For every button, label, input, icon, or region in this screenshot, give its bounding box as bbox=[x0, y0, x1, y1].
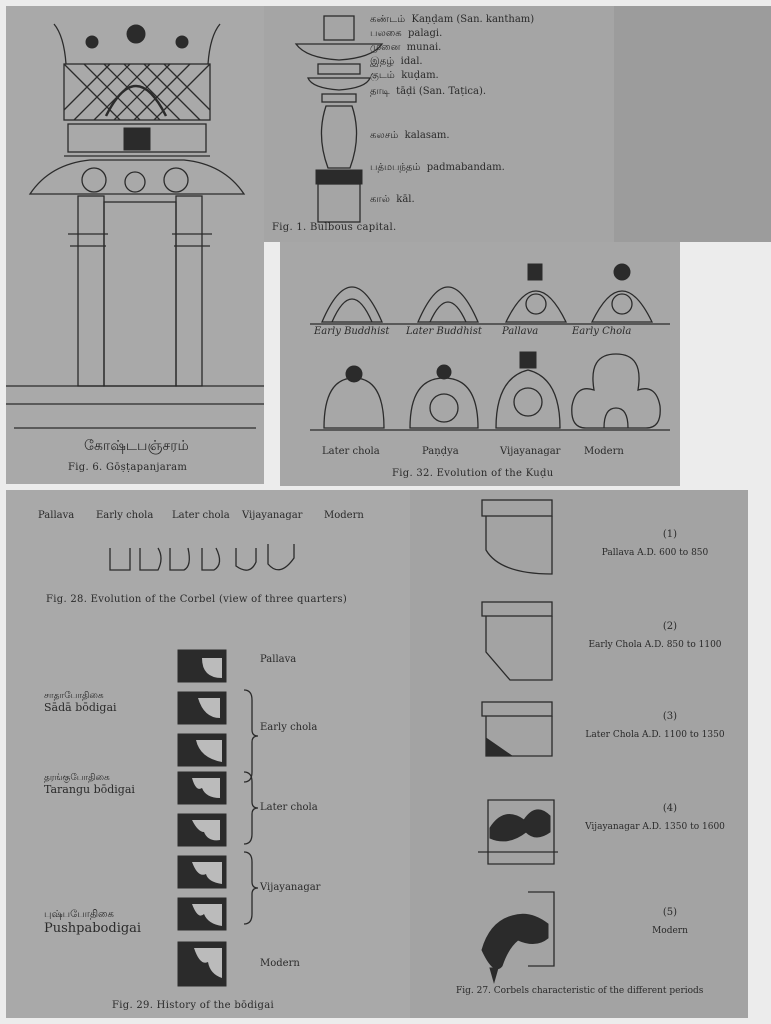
fig27-item-text: Early Chola A.D. 850 to 1100 bbox=[588, 640, 722, 650]
fig27-item-4 bbox=[585, 800, 730, 836]
fig1-label-tamil: கலசம் bbox=[370, 130, 399, 141]
fig27-item-2 bbox=[588, 618, 730, 654]
fig1-label bbox=[370, 56, 423, 68]
fig1-label-text: padmabandam. bbox=[426, 162, 505, 173]
kudu-label-vijayanagar: Vijayanagar bbox=[500, 446, 561, 457]
gostapanjaram-drawing bbox=[6, 6, 264, 436]
fig1-label bbox=[370, 86, 486, 98]
fig27-item-num: (3) bbox=[662, 711, 678, 722]
bodigai-period-pallava: Pallava bbox=[260, 654, 297, 665]
fig1-label-tamil: பலகை bbox=[370, 28, 402, 39]
fig1-caption: Fig. 1. Bulbous capital. bbox=[272, 222, 397, 233]
fig1-label bbox=[370, 42, 441, 54]
bodigai-left-text: Pushpabodigai bbox=[44, 921, 142, 936]
bodigai-left-label bbox=[44, 908, 141, 936]
fig1-label-text: idal. bbox=[400, 56, 423, 67]
fig32-panel bbox=[280, 242, 680, 486]
fig1-label-tamil: கண்டம் bbox=[370, 14, 406, 25]
fig27-item-num: (2) bbox=[662, 621, 678, 632]
kudu-label-later-buddhist: Later Buddhist bbox=[406, 326, 482, 337]
bodigai-left-label bbox=[44, 690, 117, 714]
fig1-label bbox=[370, 28, 442, 40]
bodigai-period-vijayanagar: Vijayanagar bbox=[260, 882, 321, 893]
fig27-item-text: Vijayanagar A.D. 1350 to 1600 bbox=[585, 822, 725, 832]
kudu-label-early-chola: Early Chola bbox=[572, 326, 632, 337]
fig27-item-text: Later Chola A.D. 1100 to 1350 bbox=[585, 730, 725, 740]
fig1-label-tamil: கால் bbox=[370, 194, 390, 205]
fig1-label bbox=[370, 162, 505, 174]
fig1-label-text: kalasam. bbox=[404, 130, 450, 141]
fig28-caption: Fig. 28. Evolution of the Corbel (view of three quarters) bbox=[46, 594, 348, 605]
kudu-row-2-drawings bbox=[310, 352, 680, 432]
corbel-header-modern: Modern bbox=[324, 510, 364, 521]
fig6-caption: Fig. 6. Gōṣṭapanjaram bbox=[68, 462, 188, 473]
fig27-item-num: (1) bbox=[662, 529, 678, 540]
corbel-header-pallava: Pallava bbox=[38, 510, 75, 521]
period-braces bbox=[242, 686, 262, 926]
fig27-item-text: Pallava A.D. 600 to 850 bbox=[601, 548, 709, 558]
fig1-label-text: kāl. bbox=[396, 194, 415, 205]
fig1-panel bbox=[264, 6, 614, 242]
fig1-label-text: munai. bbox=[406, 42, 442, 53]
kudu-label-modern: Modern bbox=[584, 446, 624, 457]
fig27-item-num: (5) bbox=[662, 907, 678, 918]
fig1-label-text: tāḍi (San. Taṭica). bbox=[396, 86, 487, 97]
bodigai-left-label bbox=[44, 772, 135, 796]
fig27-caption: Fig. 27. Corbels characteristic of the different periods bbox=[456, 986, 704, 996]
fig32-caption: Fig. 32. Evolution of the Kuḍu bbox=[392, 468, 554, 479]
fig29-caption: Fig. 29. History of the bōdigai bbox=[112, 1000, 275, 1011]
fig1-label bbox=[370, 194, 415, 206]
fig1-label bbox=[370, 14, 534, 26]
bodigai-period-modern: Modern bbox=[260, 958, 300, 969]
corbel-evolution-drawings bbox=[106, 540, 306, 580]
fig27-item-text: Modern bbox=[652, 926, 688, 936]
kudu-label-pallava: Pallava bbox=[502, 326, 539, 337]
bodigai-left-text: Tarangu bōdigai bbox=[44, 783, 135, 796]
fig27-item-5 bbox=[610, 904, 730, 940]
corbel-header-later-chola: Later chola bbox=[172, 510, 230, 521]
fig27-item-num: (4) bbox=[662, 803, 678, 814]
fig1-label-tamil: இதழ் bbox=[370, 56, 395, 67]
fig1-label-text: kuḍam. bbox=[401, 70, 439, 81]
corbel-header-early-chola: Early chola bbox=[96, 510, 154, 521]
corbel-period-drawings bbox=[478, 498, 568, 988]
kudu-label-pandya: Paṇḍya bbox=[422, 446, 459, 457]
bodigai-left-tamil: புஷ்பபோதிகை bbox=[44, 909, 114, 920]
fig27-item-1 bbox=[601, 526, 730, 562]
fig1-label-tamil: முனை bbox=[370, 42, 401, 53]
fig1-label-text: Kaṇḍam (San. kantham) bbox=[411, 14, 535, 25]
fig27-item-3 bbox=[585, 708, 730, 744]
kudu-label-later-chola: Later chola bbox=[322, 446, 380, 457]
bodigai-period-later-chola: Later chola bbox=[260, 802, 318, 813]
right-margin-strip bbox=[614, 6, 771, 242]
fig1-label bbox=[370, 130, 450, 142]
fig27-panel bbox=[410, 490, 748, 1018]
bodigai-left-tamil: சாதாபோதிகை bbox=[44, 691, 104, 701]
fig6-panel bbox=[6, 6, 264, 484]
fig1-label bbox=[370, 70, 439, 82]
fig1-label-text: palagi. bbox=[407, 28, 443, 39]
fig1-label-tamil: தாடி bbox=[370, 86, 390, 97]
fig1-label-tamil: பத்மபந்தம் bbox=[370, 162, 421, 173]
kudu-label-early-buddhist: Early Buddhist bbox=[314, 326, 390, 337]
fig1-label-tamil: குடம் bbox=[370, 70, 395, 81]
bodigai-left-tamil: தரங்குபோதிகை bbox=[44, 773, 110, 783]
bodigai-left-text: Sādā bōdigai bbox=[44, 701, 117, 714]
bodigai-period-early-chola: Early chola bbox=[260, 722, 318, 733]
fig28-29-panel bbox=[6, 490, 410, 1018]
corbel-header-vijayanagar: Vijayanagar bbox=[242, 510, 303, 521]
fig6-tamil-title: கோஷ்டபஞ்சரம் bbox=[84, 438, 189, 454]
